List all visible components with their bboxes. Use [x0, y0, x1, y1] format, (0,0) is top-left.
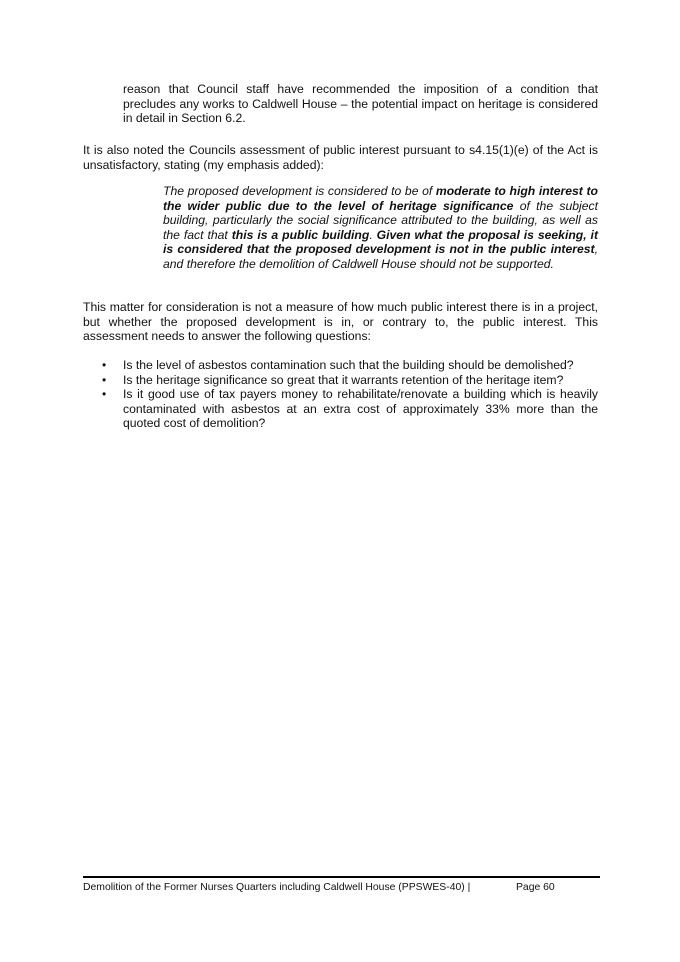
quote-text-3: .: [369, 227, 377, 242]
assessment-intro-paragraph: It is also noted the Councils assessment of public interest pursuant to s4.15(1)(e) of the Act is unsatisfactory, stating (my emphasis added):: [83, 143, 598, 172]
matter-paragraph: This matter for consideration is not a measure of how much public interest there is in a project, but whether the proposed development is in, or contrary to, the public interest. This assessment needs to answer the following questions:: [83, 300, 598, 344]
bullet-icon: •: [102, 358, 107, 372]
bullet-icon: •: [102, 372, 107, 387]
bullet-icon: •: [102, 387, 107, 402]
list-item: [83, 373, 598, 388]
list-item: [83, 358, 598, 373]
questions-list: [83, 358, 598, 431]
continued-paragraph: reason that Council staff have recommended the imposition of a condition that precludes any works to Caldwell House – the potential impact on heritage is considered in detail in Section 6.2.: [123, 82, 598, 126]
quote-text-4: , and therefore the demolition of Caldwell House should not be supported.: [163, 242, 598, 271]
council-assessment-quote: [163, 184, 598, 272]
quote-emphasis-3: Given what the proposal is seeking, it is considered that the proposed development is not in the public interest: [163, 227, 599, 257]
page-number: Page 60: [516, 882, 555, 893]
quote-text-2: of the subject building, particularly the social significance attributed to the building, as well as the fact that: [163, 198, 598, 242]
question-text: Is the level of asbestos contamination such that the building should be demolished?: [123, 358, 574, 372]
quote-text-1: The proposed development is considered to be of: [163, 184, 436, 198]
quote-emphasis-2: this is a public building: [231, 227, 370, 242]
quote-emphasis-1: moderate to high interest to the wider public due to the level of heritage significance: [163, 184, 598, 213]
footer-divider: [83, 876, 600, 878]
list-item: [83, 387, 598, 431]
question-text: Is the heritage significance so great that it warrants retention of the heritage item?: [123, 372, 564, 387]
footer-title: Demolition of the Former Nurses Quarters including Caldwell House (PPSWES-40) |: [83, 882, 471, 893]
question-text: Is it good use of tax payers money to rehabilitate/renovate a building which is heavily contaminated with asbestos at an extra cost of approximately 33% more than the quoted cost of demolition?: [123, 387, 598, 431]
